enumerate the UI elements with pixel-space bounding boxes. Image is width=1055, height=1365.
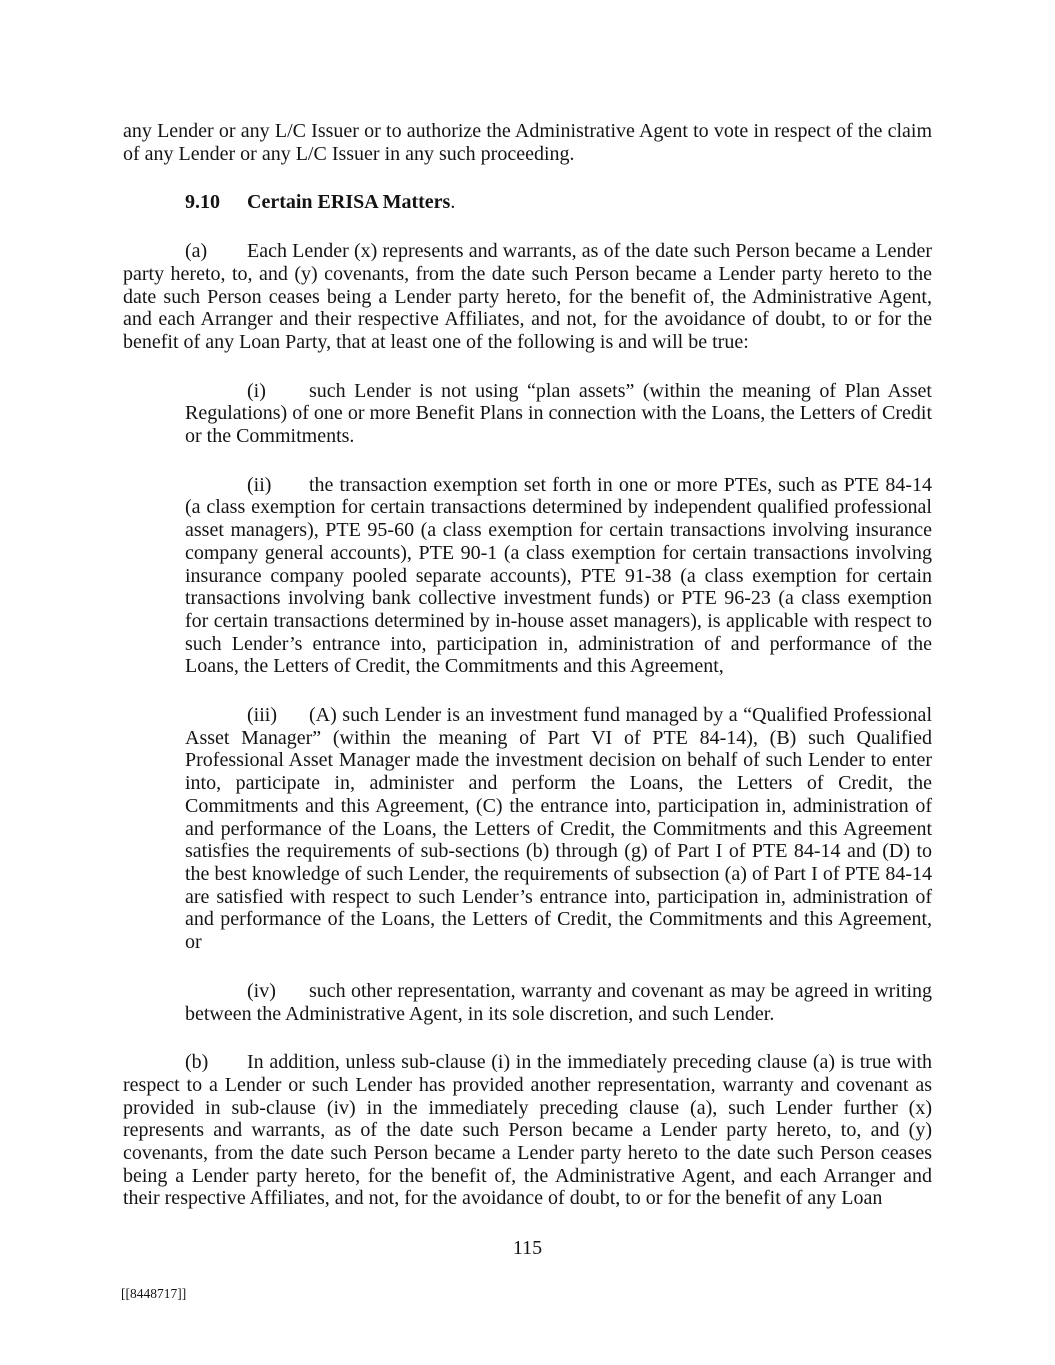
page-number: 115 [512,1237,543,1259]
paragraph-continuation-text: any Lender or any L/C Issuer or to authorize the Administrative Agent to vote in respect of the claim of any Lender or any L/C Issuer in any such proceeding. [123,120,932,165]
paragraph-b-label: (b) [185,1051,209,1074]
clause-iv [185,980,932,1025]
clause-iii-text: (A) such Lender is an investment fund managed by a “Qualified Professional Asset Manager” (within the meaning of Part VI of PTE 84-14), (B) such Qualified Professional Asset Manager made the investment decision on behalf of such Lender to enter into, participate in, administer and perform the Loans, the Letters of Credit, the Commitments and this Agreement, (C) the entrance into, participation in, administration of and performance of the Loans, the Letters of Credit, the Commitments and this Agreement satisfies the requirements of sub-sections (b) through (g) of Part I of PTE 84-14 and (D) to the best knowledge of such Lender, the requirements of subsection (a) of Part I of PTE 84-14 are satisfied with respect to such Lender’s entrance into, participation in, administration of and performance of the Loans, the Letters of Credit, the Commitments and this Agreement, or [185,704,932,954]
section-heading [123,191,932,214]
paragraph-b [123,1051,932,1210]
paragraph-a [123,240,932,354]
clause-i [185,380,932,448]
document-body [123,120,932,1236]
section-number: 9.10 [185,191,220,214]
clause-ii-text: the transaction exemption set forth in one or more PTEs, such as PTE 84-14 (a class exemption for certain transactions determined by independent qualified professional asset managers), PTE 95-60 (a class exemption for certain transactions involving insurance company general accounts), PTE 90-1 (a class exemption for certain transactions involving insurance company pooled separate accounts), PTE 91-38 (a class exemption for certain transactions involving bank collective investment funds) or PTE 96-23 (a class exemption for certain transactions determined by in-house asset managers), is applicable with respect to such Lender’s entrance into, participation in, administration of and performance of the Loans, the Letters of Credit, the Commitments and this Agreement, [185,473,932,678]
clause-iii-label: (iii) [247,704,277,727]
document-id-stamp: [[8448717]] [121,1286,187,1301]
paragraph-a-text: Each Lender (x) represents and warrants, as of the date such Person became a Lender party hereto, to, and (y) covenants, from the date such Person became a Lender party hereto to the date such Person ceases being a Lender party hereto, for the benefit of, the Administrative Agent, and each Arranger and their respective Affiliates, and not, for the avoidance of doubt, to or for the benefit of any Loan Party, that at least one of the following is and will be true: [123,240,932,353]
clause-iii [185,704,932,954]
paragraph-a-label: (a) [185,240,208,263]
clause-iv-text: such other representation, warranty and covenant as may be agreed in writing between the Administrative Agent, in its sole discretion, and such Lender. [185,979,932,1025]
clause-i-label: (i) [247,379,266,402]
paragraph-b-text: In addition, unless sub-clause (i) in the immediately preceding clause (a) is true with respect to a Lender or such Lender has provided another representation, warranty and covenant as provided in sub-clause (iv) in the immediately preceding clause (a), such Lender further (x) represents and warrants, as of the date such Person became a Lender party hereto, to, and (y) covenants, from the date such Person became a Lender party hereto to the date such Person ceases being a Lender party hereto, for the benefit of, the Administrative Agent, and each Arranger and their respective Affiliates, and not, for the avoidance of doubt, to or for the benefit of any Loan [123,1051,932,1210]
paragraph-continuation [123,120,932,165]
clause-ii [185,474,932,678]
clause-ii-label: (ii) [247,473,272,496]
section-title: Certain ERISA Matters [247,191,451,214]
section-title-period: . [450,191,456,214]
clause-iv-label: (iv) [247,979,276,1002]
clause-i-text: such Lender is not using “plan assets” (within the meaning of Plan Asset Regulations) of one or more Benefit Plans in connection with the Loans, the Letters of Credit or the Commitments. [185,379,932,448]
